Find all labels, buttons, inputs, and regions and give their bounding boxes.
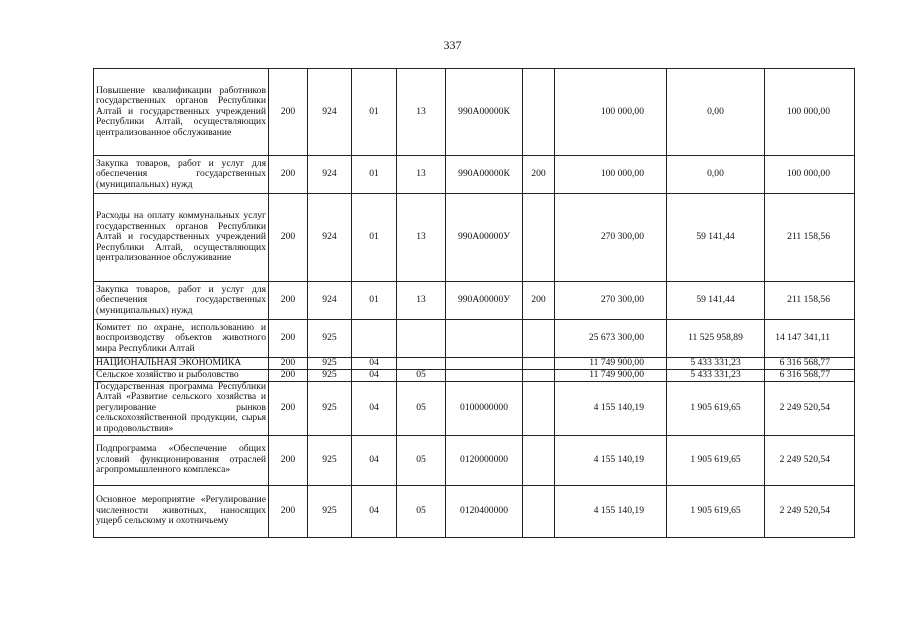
cell-name: Подпрограмма «Обеспечение общих условий функционирования отраслей агропромышленного комплекса» (94, 435, 269, 485)
cell-rest: 14 147 341,11 (765, 320, 855, 358)
cell-done: 1 905 619,65 (667, 435, 765, 485)
cell-vr (523, 358, 555, 370)
cell-name: Сельское хозяйство и рыболовство (94, 369, 269, 381)
cell-vr: 200 (523, 282, 555, 320)
table-row (94, 69, 855, 156)
cell-pr: 13 (397, 69, 446, 156)
table-row (94, 282, 855, 320)
cell-ved: 925 (308, 381, 352, 435)
table-row (94, 381, 855, 435)
cell-rest: 2 249 520,54 (765, 435, 855, 485)
cell-pr: 05 (397, 381, 446, 435)
cell-grbs: 200 (269, 194, 308, 282)
cell-vr: 200 (523, 156, 555, 194)
cell-csr (446, 369, 523, 381)
cell-plan: 270 300,00 (555, 194, 667, 282)
cell-ved: 925 (308, 358, 352, 370)
cell-grbs: 200 (269, 435, 308, 485)
cell-ved: 924 (308, 156, 352, 194)
cell-pr (397, 358, 446, 370)
cell-grbs: 200 (269, 369, 308, 381)
cell-grbs: 200 (269, 69, 308, 156)
cell-csr: 990А00000У (446, 282, 523, 320)
cell-rest: 2 249 520,54 (765, 381, 855, 435)
cell-ved: 925 (308, 485, 352, 537)
table-row (94, 320, 855, 358)
budget-table (93, 68, 855, 538)
cell-done: 0,00 (667, 69, 765, 156)
table-row (94, 435, 855, 485)
cell-plan: 270 300,00 (555, 282, 667, 320)
cell-pr: 05 (397, 485, 446, 537)
cell-name: НАЦИОНАЛЬНАЯ ЭКОНОМИКА (94, 358, 269, 370)
cell-vr (523, 381, 555, 435)
cell-grbs: 200 (269, 381, 308, 435)
cell-vr (523, 369, 555, 381)
cell-csr: 0100000000 (446, 381, 523, 435)
cell-name: Государственная программа Республики Алтай «Развитие сельского хозяйства и регулирование рынков сельскохозяйственной продукции, сырья и продовольствия» (94, 381, 269, 435)
page-number: 337 (443, 38, 462, 52)
table-row (94, 156, 855, 194)
cell-rz: 04 (352, 485, 397, 537)
cell-name: Комитет по охране, использованию и воспроизводству объектов животного мира Республики Алтай (94, 320, 269, 358)
cell-csr (446, 358, 523, 370)
cell-pr: 13 (397, 156, 446, 194)
cell-ved: 925 (308, 369, 352, 381)
cell-rest: 6 316 568,77 (765, 369, 855, 381)
cell-grbs: 200 (269, 485, 308, 537)
cell-grbs: 200 (269, 320, 308, 358)
cell-done: 1 905 619,65 (667, 381, 765, 435)
cell-rz: 01 (352, 156, 397, 194)
cell-name: Повышение квалификации работников государственных органов Республики Алтай и государственных учреждений Республики Алтай, осуществляющих централизованное обслуживание (94, 69, 269, 156)
cell-rz: 04 (352, 381, 397, 435)
cell-rz: 01 (352, 194, 397, 282)
cell-vr (523, 485, 555, 537)
cell-grbs: 200 (269, 358, 308, 370)
cell-rz (352, 320, 397, 358)
cell-plan: 11 749 900,00 (555, 358, 667, 370)
cell-csr: 990А00000У (446, 194, 523, 282)
table-row (94, 485, 855, 537)
cell-rest: 100 000,00 (765, 156, 855, 194)
cell-done: 59 141,44 (667, 282, 765, 320)
cell-plan: 4 155 140,19 (555, 485, 667, 537)
cell-pr: 13 (397, 282, 446, 320)
cell-vr (523, 320, 555, 358)
cell-plan: 25 673 300,00 (555, 320, 667, 358)
cell-rest: 100 000,00 (765, 69, 855, 156)
cell-rest: 211 158,56 (765, 194, 855, 282)
cell-done: 5 433 331,23 (667, 358, 765, 370)
cell-pr: 13 (397, 194, 446, 282)
cell-done: 5 433 331,23 (667, 369, 765, 381)
cell-name: Основное мероприятие «Регулирование численности животных, наносящих ущерб сельскому и охотничьему (94, 485, 269, 537)
cell-plan: 100 000,00 (555, 156, 667, 194)
cell-vr (523, 194, 555, 282)
cell-plan: 11 749 900,00 (555, 369, 667, 381)
cell-done: 11 525 958,89 (667, 320, 765, 358)
cell-rz: 04 (352, 369, 397, 381)
cell-done: 1 905 619,65 (667, 485, 765, 537)
cell-csr: 0120000000 (446, 435, 523, 485)
cell-grbs: 200 (269, 156, 308, 194)
cell-name: Расходы на оплату коммунальных услуг государственных органов Республики Алтай и государственных учреждений Республики Алтай, осуществляющих централизованное обслуживание (94, 194, 269, 282)
cell-done: 0,00 (667, 156, 765, 194)
table-row (94, 358, 855, 370)
cell-rz: 04 (352, 435, 397, 485)
cell-rz: 01 (352, 69, 397, 156)
cell-grbs: 200 (269, 282, 308, 320)
cell-ved: 925 (308, 435, 352, 485)
cell-plan: 4 155 140,19 (555, 435, 667, 485)
cell-csr: 990А00000К (446, 69, 523, 156)
cell-rz: 01 (352, 282, 397, 320)
cell-csr: 990А00000К (446, 156, 523, 194)
table-body (94, 69, 855, 538)
cell-pr: 05 (397, 435, 446, 485)
cell-rest: 211 158,56 (765, 282, 855, 320)
cell-name: Закупка товаров, работ и услуг для обеспечения государственных (муниципальных) нужд (94, 156, 269, 194)
cell-rest: 6 316 568,77 (765, 358, 855, 370)
cell-vr (523, 69, 555, 156)
cell-plan: 4 155 140,19 (555, 381, 667, 435)
table-row (94, 194, 855, 282)
cell-ved: 924 (308, 282, 352, 320)
cell-pr (397, 320, 446, 358)
cell-pr: 05 (397, 369, 446, 381)
cell-ved: 924 (308, 194, 352, 282)
table-row (94, 369, 855, 381)
cell-plan: 100 000,00 (555, 69, 667, 156)
cell-csr: 0120400000 (446, 485, 523, 537)
cell-rest: 2 249 520,54 (765, 485, 855, 537)
cell-done: 59 141,44 (667, 194, 765, 282)
cell-name: Закупка товаров, работ и услуг для обеспечения государственных (муниципальных) нужд (94, 282, 269, 320)
cell-vr (523, 435, 555, 485)
cell-ved: 925 (308, 320, 352, 358)
cell-rz: 04 (352, 358, 397, 370)
cell-csr (446, 320, 523, 358)
cell-ved: 924 (308, 69, 352, 156)
